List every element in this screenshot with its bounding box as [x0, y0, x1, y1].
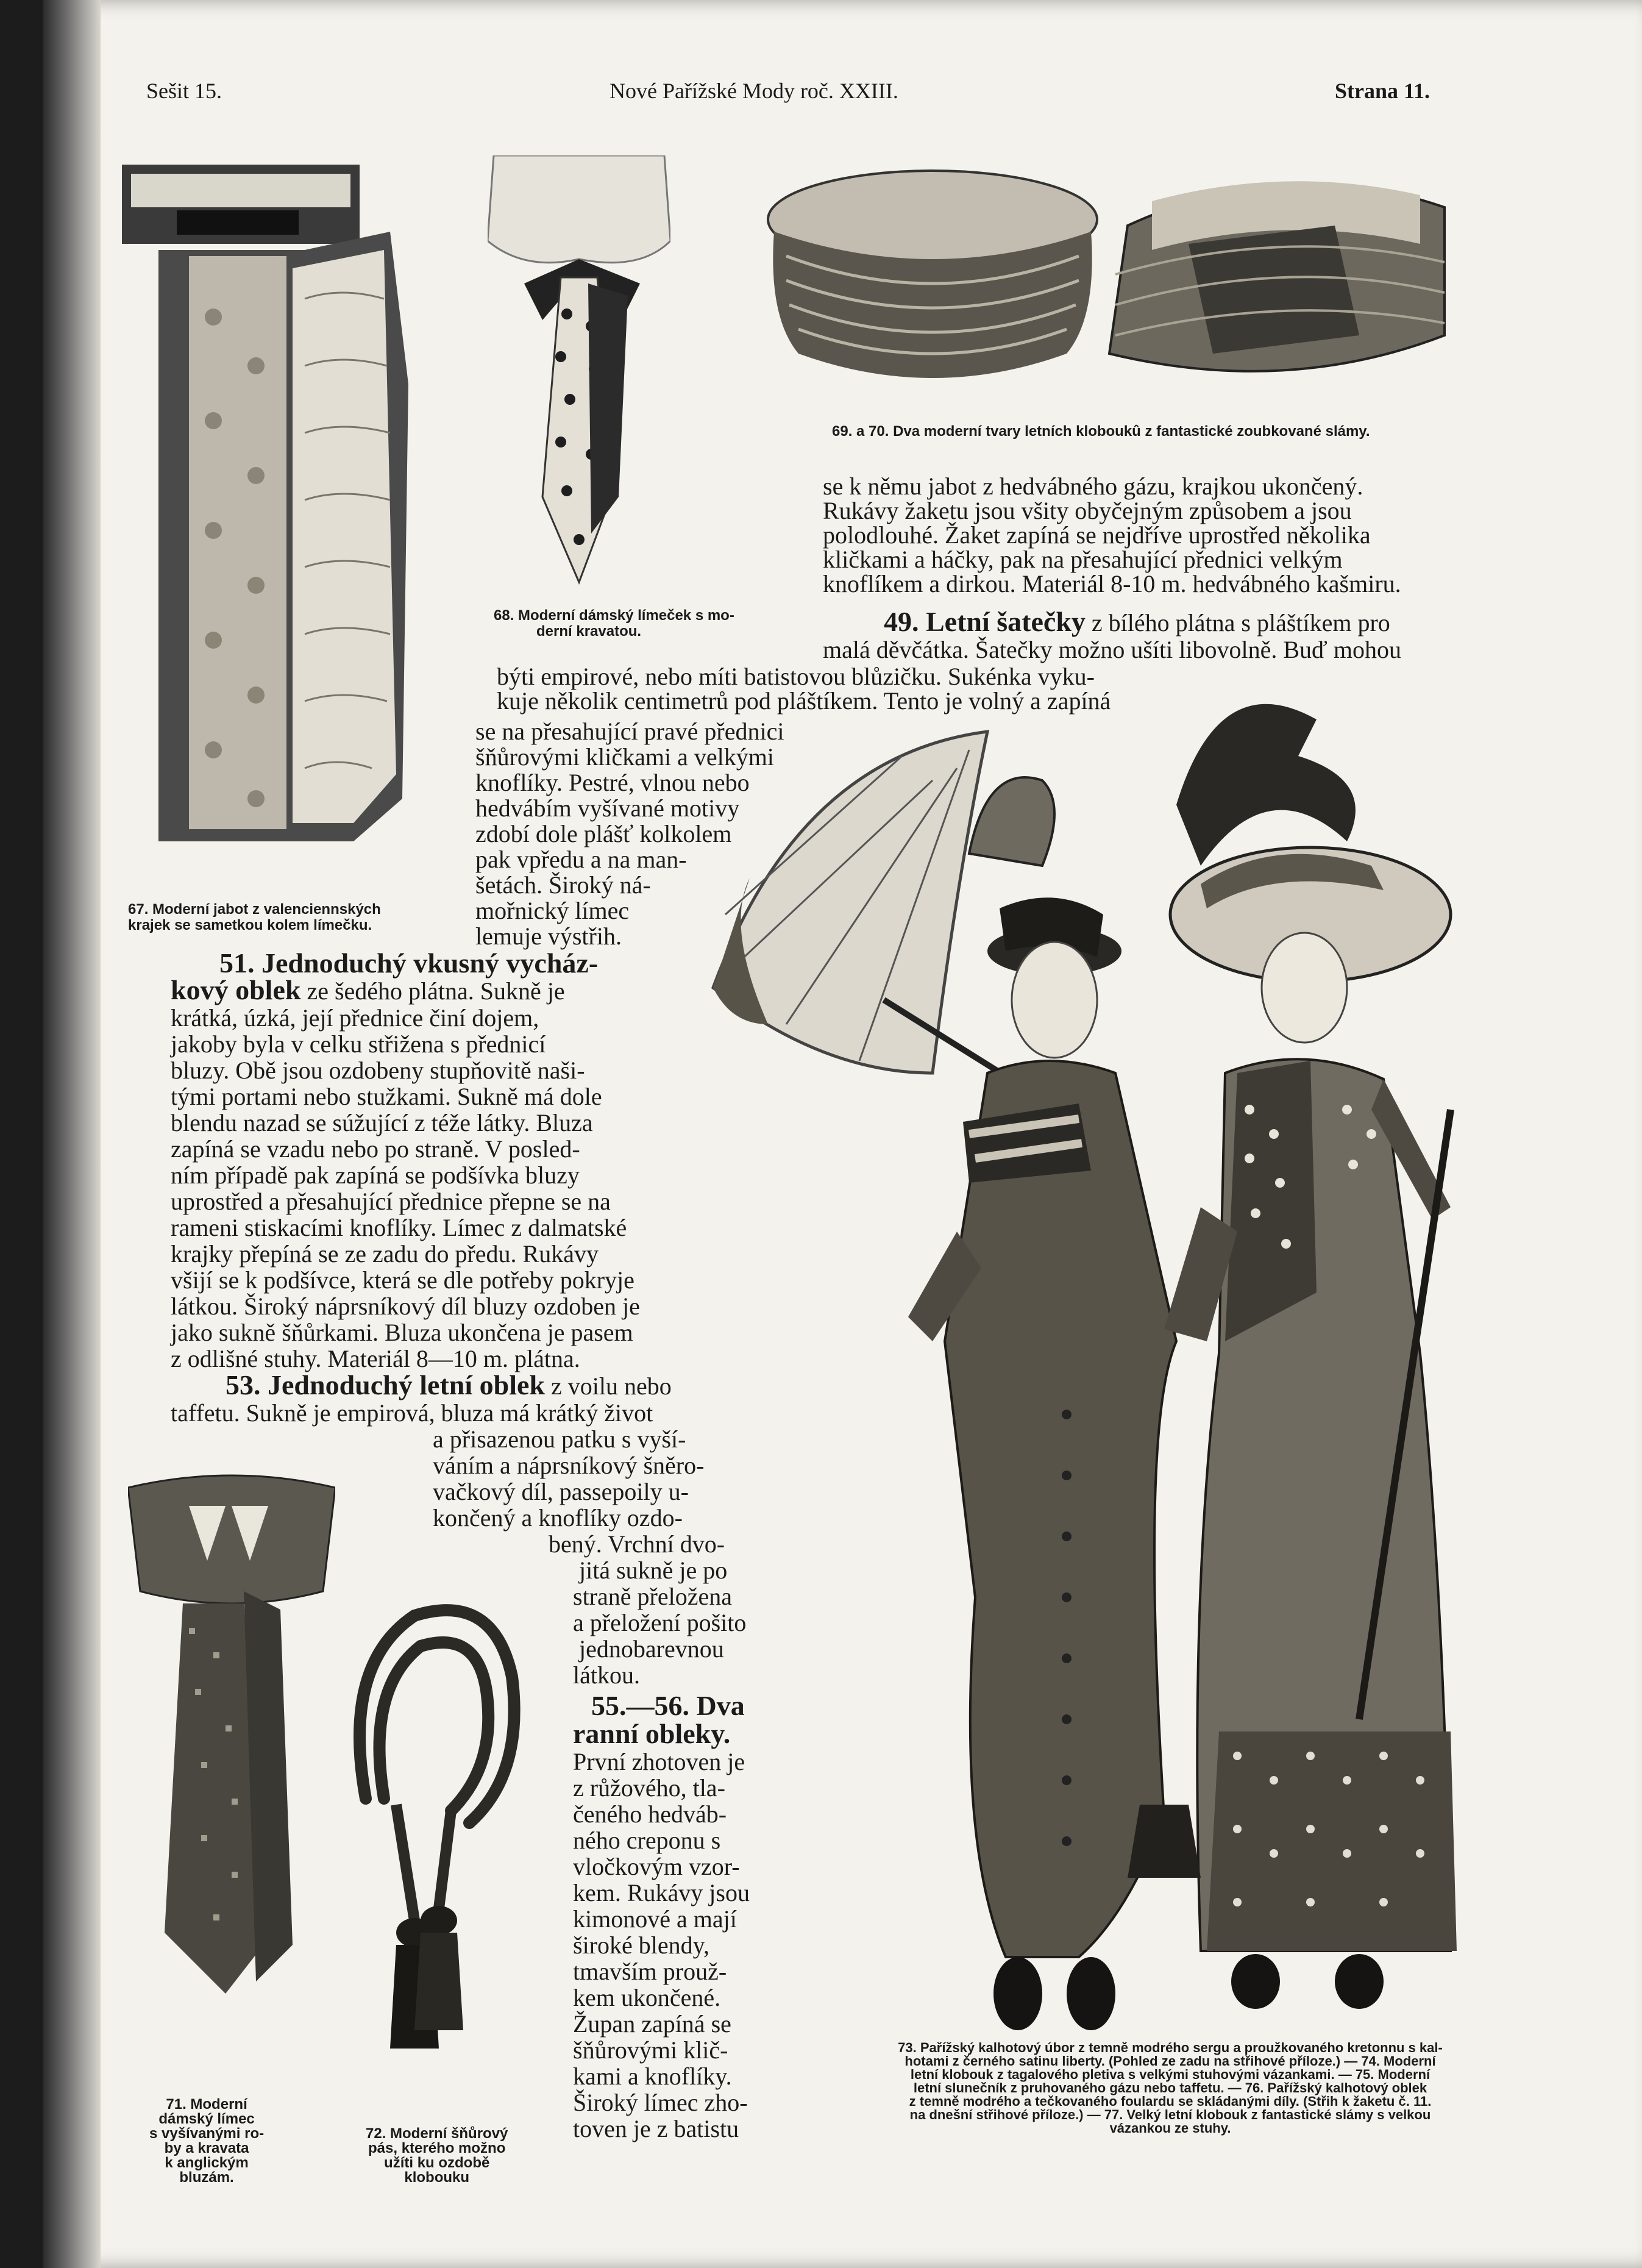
text-line: z voilu nebo	[551, 1372, 672, 1400]
text-line: váním a náprsníkový šněro-	[433, 1452, 705, 1479]
text-line: krátká, úzká, její přednice činí dojem,	[171, 1004, 539, 1032]
text-line: šňůrovými klič-	[573, 2036, 728, 2064]
cord-belt-illustration	[329, 1591, 536, 2055]
caption-68-line1: 68. Moderní dámský límeček s mo-	[494, 607, 734, 624]
collar-tie-illustration	[488, 155, 670, 601]
heading-text: kový oblek	[171, 974, 301, 1005]
text-line: malá děvčátka. Šatečky možno ušíti libovolně. Buď mohou	[823, 636, 1402, 663]
section-heading-55-56-line2: ranní obleky.	[573, 1718, 731, 1749]
jabot-illustration	[122, 165, 439, 847]
text-line: jako sukně šňůrkami. Bluza ukončena je pasem	[171, 1319, 633, 1346]
text-line: hedvábím vyšívané motivy	[475, 794, 740, 822]
text-line: knoflíky. Pestré, vlnou nebo	[475, 769, 750, 796]
text-line: toven je z batistu	[573, 2115, 739, 2142]
caption-71-line: 71. Moderní	[166, 2096, 247, 2113]
text-line: kličkami a háčky, pak na přesahující přednici velkým	[823, 546, 1343, 573]
text-line: jednobarevnou	[579, 1635, 724, 1663]
text-line: a přisazenou patku s vyší-	[433, 1425, 686, 1453]
collar-necktie-illustration	[128, 1469, 335, 2006]
caption-73-77-line: z temně modrého a tečkovaného foulardu se skládanými díly. (Střih k žaketu č. 11.	[909, 2094, 1432, 2109]
text-line: První zhotoven je	[573, 1748, 745, 1775]
text-line: pak vpředu a na man-	[475, 846, 687, 873]
caption-71-line: bluzám.	[179, 2169, 234, 2186]
text-line: se na přesahující pravé přednici	[475, 718, 784, 745]
caption-72-line: užíti ku ozdobě	[384, 2155, 490, 2171]
caption-71-line: s vyšívanými ro-	[149, 2125, 265, 2142]
text-line: Rukávy žaketu jsou všity obyčejným způsobem a jsou	[823, 497, 1352, 524]
text-line: kem. Rukávy jsou	[573, 1879, 750, 1906]
text-line: všijí se k podšívce, která se dle potřeby pokryje	[171, 1266, 634, 1294]
text-line: krajky přepíná se ze zadu do předu. Rukávy	[171, 1240, 599, 1268]
caption-69-70: 69. a 70. Dva moderní tvary letních kloboukû z fantastické zoubkované slámy.	[832, 423, 1370, 440]
text-line: blendu nazad se súžující z téže látky. Bluza	[171, 1109, 593, 1136]
text-line: bený. Vrchní dvo-	[549, 1530, 725, 1558]
heading-text: 49. Letní šatečky	[884, 606, 1086, 637]
text-line: zapíná se vzadu nebo po straně. V posled-	[171, 1135, 580, 1163]
caption-73-77-line: hotami z černého satinu liberty. (Pohled ze zadu na střihové příloze.) — 74. Moderní	[905, 2053, 1436, 2069]
text-line: ného creponu s	[573, 1827, 721, 1854]
caption-72-line: pás, kterého možno	[368, 2140, 506, 2156]
caption-71-line: k anglickým	[165, 2155, 249, 2171]
caption-73-77-line: 73. Pařížský kalhotový úbor z temně modrého sergu a proužkovaného kretonnu s kal-	[898, 2040, 1443, 2055]
section-heading-55-56: 55.—56. Dva	[591, 1690, 745, 1721]
text-line: mořnický límec	[475, 897, 630, 924]
caption-73-77-line: letní klobouk z tagalového pletiva s velkými stuhovými vázankami. — 75. Moderní	[910, 2067, 1431, 2082]
text-line: látkou.	[573, 1661, 640, 1689]
text-line: z bílého plátna s pláštíkem pro	[1091, 609, 1390, 637]
text-line: lemuje výstřih.	[475, 922, 622, 950]
caption-72-line: 72. Moderní šňůrový	[366, 2125, 508, 2142]
text-line: čeného hedváb-	[573, 1800, 727, 1828]
text-line: rameni stiskacími knoflíky. Límec z dalmatské	[171, 1214, 627, 1241]
issue-number: Sešit 15.	[146, 79, 222, 103]
text-line: jitá sukně je po	[579, 1557, 728, 1584]
page-number: Strana 11.	[1335, 79, 1431, 103]
caption-72-line: klobouku	[404, 2169, 470, 2186]
text-line: vačkový díl, passepoily u-	[433, 1478, 689, 1505]
text-line: z růžového, tla-	[573, 1774, 725, 1802]
text-line: látkou. Široký náprsníkový díl bluzy ozdoben je	[171, 1293, 640, 1320]
book-spine-shadow	[43, 0, 101, 2268]
text-line: zdobí dole plášť kolkolem	[475, 820, 732, 847]
text-line: kami a knoflíky.	[573, 2063, 732, 2090]
caption-72	[366, 2127, 508, 2185]
text-line: šňůrovými kličkami a velkými	[475, 743, 774, 771]
text-line: z odlišné stuhy. Materiál 8—10 m. plátna.	[171, 1345, 580, 1372]
text-line	[171, 974, 565, 1005]
text-line: se k němu jabot z hedvábného gázu, krajkou ukončený.	[823, 472, 1363, 500]
heading-text: 53. Jednoduchý letní oblek	[226, 1369, 545, 1400]
caption-73-77-line: na dnešní střihové příloze.) — 77. Velký letní klobouk z fantastické slámy s velkou	[909, 2107, 1431, 2122]
text-line: a přeložení pošito	[573, 1609, 747, 1636]
fashion-plate-illustration	[701, 683, 1493, 2042]
text-line: končený a knoflíky ozdo-	[433, 1504, 683, 1532]
caption-71-line: dámský límec	[158, 2111, 255, 2127]
straw-hat-69-illustration	[762, 165, 1103, 396]
caption-73-77-line: letní slunečník z pruhovaného gázu nebo taffetu. — 76. Pařížský kalhotový oblek	[913, 2080, 1427, 2095]
text-line: taffetu. Sukně je empirová, bluza má krátký život	[171, 1399, 653, 1427]
caption-73-77-line: vázankou ze stuhy.	[1109, 2120, 1231, 2136]
caption-67-line1: 67. Moderní jabot z valenciennských	[128, 901, 381, 918]
caption-73-77	[805, 2041, 1536, 2135]
text-line: ze šedého plátna. Sukně je	[307, 977, 565, 1005]
caption-71	[149, 2097, 264, 2185]
text-line: knoflíkem a dirkou. Materiál 8-10 m. hedvábného kašmiru.	[823, 570, 1401, 597]
section-heading-49	[884, 606, 1390, 637]
text-line: široké blendy,	[573, 1931, 710, 1959]
text-line: kem ukončené.	[573, 1984, 721, 2011]
text-line: jakoby byla v celku střižena s přednicí	[171, 1030, 546, 1058]
text-line: šetách. Široký ná-	[475, 871, 651, 899]
text-line: ním případě pak zapíná se podšívka bluzy	[171, 1161, 580, 1189]
text-line: Župan zapíná se	[573, 2010, 731, 2038]
text-line: polodlouhé. Žaket zapíná se nejdříve uprostřed několika	[823, 521, 1371, 549]
text-line: tými portami nebo stužkami. Sukně má dole	[171, 1083, 602, 1110]
text-line: vločkovým vzor-	[573, 1853, 740, 1880]
section-heading-51: 51. Jednoduchý vkusný vycház-	[219, 947, 599, 979]
section-heading-53	[226, 1369, 672, 1400]
magazine-page	[43, 0, 1642, 2268]
text-line: býti empirové, nebo míti batistovou blůzičku. Sukénka vyku-	[497, 663, 1095, 690]
magazine-title: Nové Pařížské Mody roč. XXIII.	[610, 79, 898, 103]
straw-hat-70-illustration	[1103, 152, 1457, 396]
text-line: Široký límec zho-	[573, 2089, 748, 2116]
text-line: bluzy. Obě jsou ozdobeny stupňovitě naši-	[171, 1057, 585, 1084]
caption-67-line2: krajek se sametkou kolem límečku.	[128, 917, 372, 933]
caption-68-line2: derní kravatou.	[536, 623, 642, 640]
text-line: kuje několik centimetrů pod pláštíkem. Tento je volný a zapíná	[497, 687, 1111, 715]
caption-71-line: by a kravata	[164, 2140, 249, 2156]
text-line: kimonové a mají	[573, 1905, 737, 1933]
text-line: straně přeložena	[573, 1583, 732, 1610]
text-line: tmavším prouž-	[573, 1958, 727, 1985]
text-line: uprostřed a přesahující přednice přepne se na	[171, 1188, 611, 1215]
